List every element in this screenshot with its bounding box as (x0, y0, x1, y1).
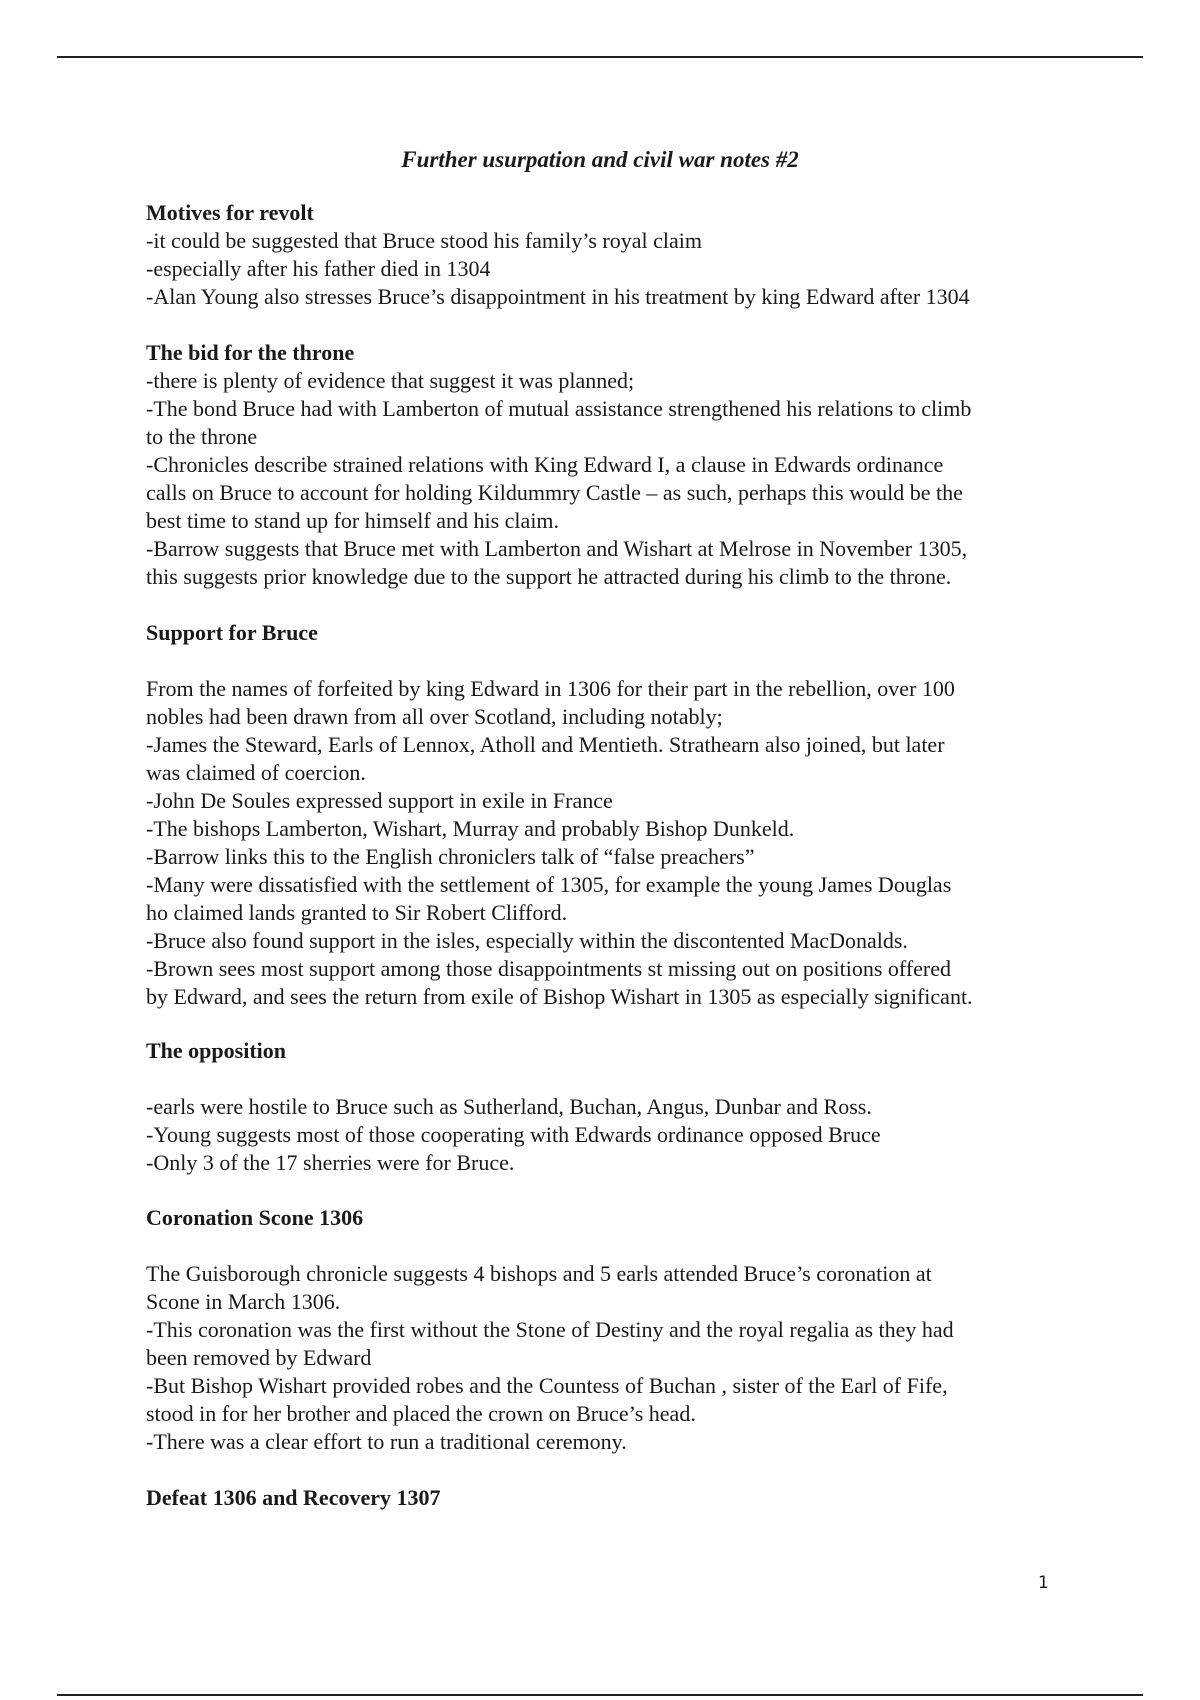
text-line: to the throne (146, 424, 258, 449)
text-line: -This coronation was the first without the Stone of Destiny and the royal regalia as they had (146, 1317, 954, 1342)
text-line: -The bond Bruce had with Lamberton of mutual assistance strengthened his relations to climb (146, 396, 972, 421)
text-line: this suggests prior knowledge due to the support he attracted during his climb to the throne. (146, 564, 952, 589)
section-heading: Support for Bruce (146, 620, 318, 645)
text-line: was claimed of coercion. (146, 760, 366, 785)
section-defeat-and-recovery (146, 1484, 1086, 1512)
section-opposition (146, 1037, 1086, 1177)
section-bid-for-throne (146, 339, 1086, 591)
top-rule (57, 56, 1143, 58)
text-line: From the names of forfeited by king Edward in 1306 for their part in the rebellion, over 100 (146, 676, 955, 701)
text-line: -The bishops Lamberton, Wishart, Murray and probably Bishop Dunkeld. (146, 816, 795, 841)
text-line: nobles had been drawn from all over Scotland, including notably; (146, 704, 723, 729)
text-line: calls on Bruce to account for holding Kildummry Castle – as such, perhaps this would be the (146, 480, 963, 505)
text-line: -it could be suggested that Bruce stood his family’s royal claim (146, 228, 702, 253)
text-line: ho claimed lands granted to Sir Robert Clifford. (146, 900, 568, 925)
section-heading: The opposition (146, 1038, 286, 1063)
text-line: -Young suggests most of those cooperating with Edwards ordinance opposed Bruce (146, 1122, 881, 1147)
text-line: -Many were dissatisfied with the settlement of 1305, for example the young James Douglas (146, 872, 952, 897)
text-line: -earls were hostile to Bruce such as Sutherland, Buchan, Angus, Dunbar and Ross. (146, 1094, 872, 1119)
section-heading: The bid for the throne (146, 340, 355, 365)
text-line: -There was a clear effort to run a traditional ceremony. (146, 1429, 627, 1454)
text-line: been removed by Edward (146, 1345, 372, 1370)
text-line: -Only 3 of the 17 sherries were for Bruce. (146, 1150, 515, 1175)
page-number: 1 (1038, 1573, 1049, 1593)
document-title: Further usurpation and civil war notes #2 (401, 147, 799, 172)
section-support-for-bruce (146, 619, 1086, 1011)
spacer (146, 647, 1086, 675)
section-heading: Defeat 1306 and Recovery 1307 (146, 1485, 441, 1510)
text-line: -But Bishop Wishart provided robes and the Countess of Buchan , sister of the Earl of Fife, (146, 1373, 948, 1398)
text-line: -John De Soules expressed support in exile in France (146, 788, 613, 813)
text-line: -Barrow links this to the English chroniclers talk of “false preachers” (146, 844, 755, 869)
text-line: -Bruce also found support in the isles, especially within the discontented MacDonalds. (146, 928, 908, 953)
section-heading: Coronation Scone 1306 (146, 1205, 364, 1230)
text-line: -there is plenty of evidence that suggest it was planned; (146, 368, 635, 393)
bottom-rule (57, 1694, 1143, 1696)
text-line: The Guisborough chronicle suggests 4 bishops and 5 earls attended Bruce’s coronation at (146, 1261, 932, 1286)
section-heading: Motives for revolt (146, 200, 314, 225)
text-line: Scone in March 1306. (146, 1289, 341, 1314)
text-line: -James the Steward, Earls of Lennox, Atholl and Mentieth. Strathearn also joined, but later (146, 732, 945, 757)
text-line: -Brown sees most support among those disappointments st missing out on positions offered (146, 956, 951, 981)
text-line: -Barrow suggests that Bruce met with Lamberton and Wishart at Melrose in November 1305, (146, 536, 968, 561)
section-coronation-scone (146, 1204, 1086, 1456)
text-line: stood in for her brother and placed the crown on Bruce’s head. (146, 1401, 696, 1426)
text-line: best time to stand up for himself and his claim. (146, 508, 560, 533)
spacer (146, 1232, 1086, 1260)
spacer (146, 1065, 1086, 1093)
text-line: by Edward, and sees the return from exile of Bishop Wishart in 1305 as especially significant. (146, 984, 973, 1009)
section-motives-for-revolt (146, 199, 1086, 311)
text-line: -Chronicles describe strained relations with King Edward I, a clause in Edwards ordinance (146, 452, 944, 477)
text-line: -Alan Young also stresses Bruce’s disappointment in his treatment by king Edward after 1304 (146, 284, 970, 309)
text-line: -especially after his father died in 1304 (146, 256, 491, 281)
